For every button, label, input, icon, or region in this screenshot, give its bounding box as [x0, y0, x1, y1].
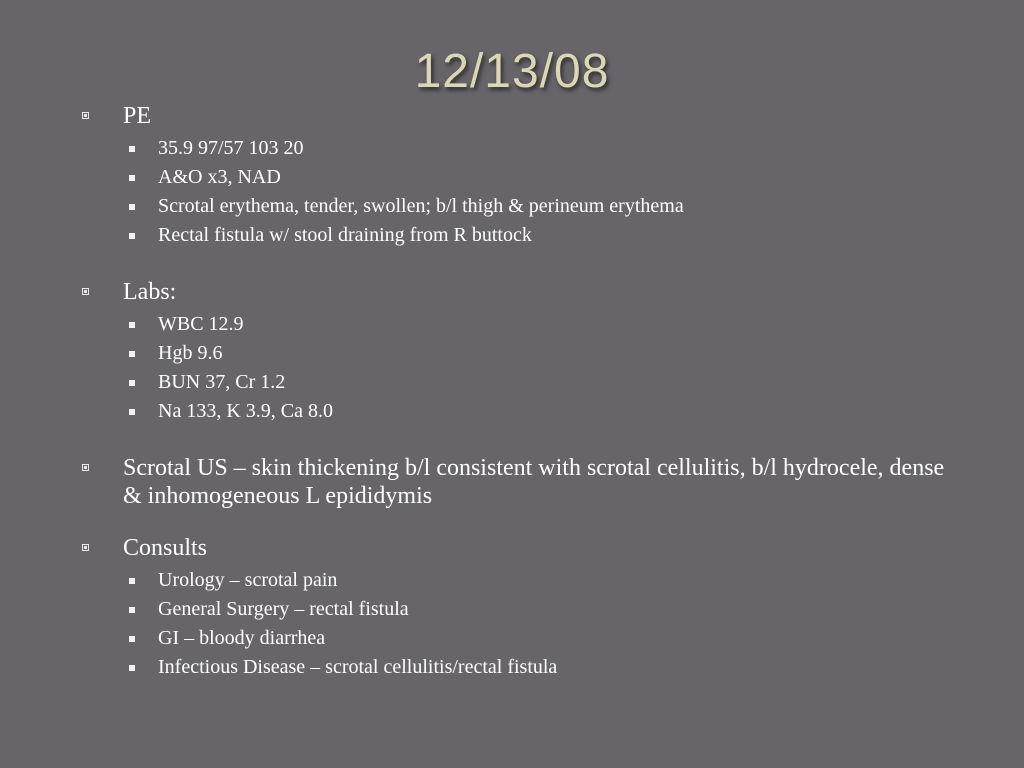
square-bullet-icon [129, 204, 135, 210]
square-bullet-icon [82, 112, 89, 119]
list-item: Hgb 9.6 [158, 339, 962, 368]
square-bullet-icon [129, 578, 135, 584]
section-heading [82, 454, 962, 510]
list-item: Infectious Disease – scrotal cellulitis/rectal fistula [158, 653, 962, 682]
list-item: BUN 37, Cr 1.2 [158, 368, 962, 397]
square-bullet-icon [129, 409, 135, 415]
section-heading [82, 278, 962, 306]
section-consults [82, 534, 962, 682]
list-item: Rectal fistula w/ stool draining from R buttock [158, 221, 962, 250]
section-heading-text: Labs: [123, 279, 177, 305]
bullet-list [82, 134, 962, 250]
section-scrotal-us [82, 454, 962, 510]
section-labs [82, 278, 962, 426]
square-bullet-icon [82, 288, 89, 295]
square-bullet-icon [129, 665, 135, 671]
square-bullet-icon [82, 464, 89, 471]
square-bullet-icon [129, 175, 135, 181]
square-bullet-icon [129, 380, 135, 386]
list-item: WBC 12.9 [158, 310, 962, 339]
square-bullet-icon [129, 233, 135, 239]
square-bullet-icon [129, 322, 135, 328]
list-item: General Surgery – rectal fistula [158, 595, 962, 624]
section-pe [82, 102, 962, 250]
section-heading [82, 534, 962, 562]
section-heading-text: PE [123, 103, 152, 129]
bullet-list [82, 566, 962, 682]
list-item: Na 133, K 3.9, Ca 8.0 [158, 397, 962, 426]
square-bullet-icon [129, 146, 135, 152]
list-item: GI – bloody diarrhea [158, 624, 962, 653]
section-heading [82, 102, 962, 130]
section-heading-text: Scrotal US – skin thickening b/l consistent with scrotal cellulitis, b/l hydrocele, dense & inhomogeneous L epididymis [123, 455, 945, 509]
square-bullet-icon [82, 544, 89, 551]
section-heading-text: Consults [123, 535, 208, 561]
square-bullet-icon [129, 636, 135, 642]
list-item: A&O x3, NAD [158, 163, 962, 192]
square-bullet-icon [129, 607, 135, 613]
slide-title: 12/13/08 [414, 45, 610, 98]
square-bullet-icon [129, 351, 135, 357]
slide-content [82, 102, 962, 710]
list-item: 35.9 97/57 103 20 [158, 134, 962, 163]
list-item: Scrotal erythema, tender, swollen; b/l thigh & perineum erythema [158, 192, 962, 221]
list-item: Urology – scrotal pain [158, 566, 962, 595]
bullet-list [82, 310, 962, 426]
